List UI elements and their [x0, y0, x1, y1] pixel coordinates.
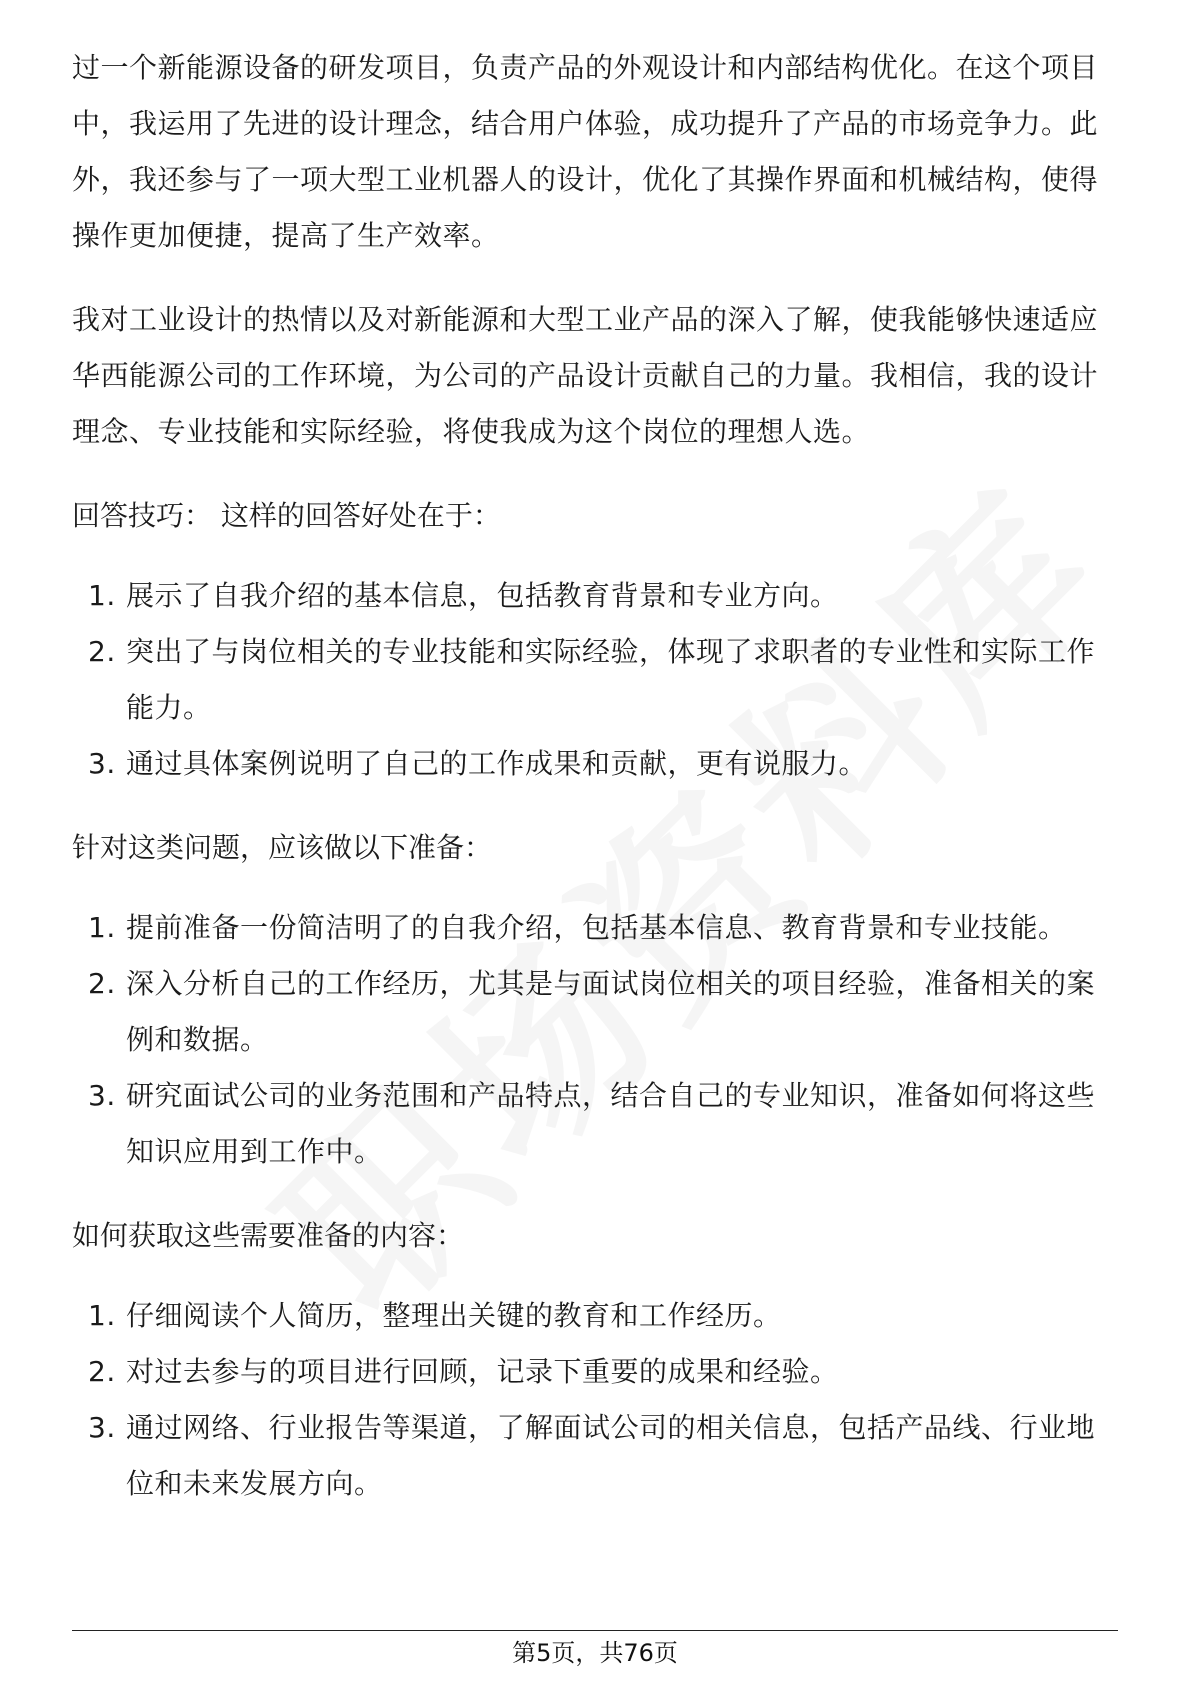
- list-item-number: 2.: [88, 967, 116, 1000]
- list-item-number: 1.: [88, 911, 116, 944]
- preparation-list: [72, 900, 1118, 1180]
- list-item-number: 3.: [88, 1079, 116, 1112]
- section-heading-how-to-obtain: 如何获取这些需要准备的内容：: [72, 1219, 465, 1252]
- list-item: [72, 568, 1118, 624]
- section-heading-answer-tips: 回答技巧： 这样的回答好处在于：: [72, 499, 501, 532]
- list-item-number: 2.: [88, 635, 116, 668]
- list-item-text: 展示了自我介绍的基本信息，包括教育背景和专业方向。: [126, 579, 839, 612]
- list-item: [72, 624, 1118, 736]
- list-item-text: 提前准备一份简洁明了的自我介绍，包括基本信息、教育背景和专业技能。: [126, 911, 1067, 944]
- list-item: [72, 1400, 1118, 1512]
- list-item-number: 1.: [88, 1299, 116, 1332]
- page-number: 第5页，共76页: [512, 1639, 678, 1667]
- list-item-text: 对过去参与的项目进行回顾，记录下重要的成果和经验。: [126, 1355, 839, 1388]
- list-item-number: 3.: [88, 1411, 116, 1444]
- document-page: [72, 40, 1118, 1540]
- list-item-text: 通过具体案例说明了自己的工作成果和贡献，更有说服力。: [126, 747, 868, 780]
- list-item-text: 深入分析自己的工作经历，尤其是与面试岗位相关的项目经验，准备相关的案例和数据。: [126, 967, 1096, 1056]
- footer-divider: [72, 1630, 1118, 1631]
- how-to-obtain-list: [72, 1288, 1118, 1512]
- list-item: [72, 1344, 1118, 1400]
- paragraph-project-experience: 过一个新能源设备的研发项目，负责产品的外观设计和内部结构优化。在这个项目中，我运用了先进的设计理念，结合用户体验，成功提升了产品的市场竞争力。此外，我还参与了一项大型工业机器人的设计，优化了其操作界面和机械结构，使得操作更加便捷，提高了生产效率。: [72, 51, 1099, 252]
- list-item-number: 2.: [88, 1355, 116, 1388]
- list-item-number: 3.: [88, 747, 116, 780]
- list-item: [72, 1288, 1118, 1344]
- list-item: [72, 1068, 1118, 1180]
- list-item-text: 研究面试公司的业务范围和产品特点，结合自己的专业知识，准备如何将这些知识应用到工作中。: [126, 1079, 1096, 1168]
- list-item-text: 突出了与岗位相关的专业技能和实际经验，体现了求职者的专业性和实际工作能力。: [126, 635, 1096, 724]
- list-item-text: 通过网络、行业报告等渠道，了解面试公司的相关信息，包括产品线、行业地位和未来发展方向。: [126, 1411, 1096, 1500]
- answer-tips-list: [72, 568, 1118, 792]
- list-item-number: 1.: [88, 579, 116, 612]
- list-item-text: 仔细阅读个人简历，整理出关键的教育和工作经历。: [126, 1299, 782, 1332]
- list-item: [72, 956, 1118, 1068]
- list-item: [72, 736, 1118, 792]
- list-item: [72, 900, 1118, 956]
- paragraph-motivation: 我对工业设计的热情以及对新能源和大型工业产品的深入了解，使我能够快速适应华西能源公司的工作环境，为公司的产品设计贡献自己的力量。我相信，我的设计理念、专业技能和实际经验，将使我成为这个岗位的理想人选。: [72, 303, 1099, 448]
- section-heading-preparation: 针对这类问题，应该做以下准备：: [72, 831, 493, 864]
